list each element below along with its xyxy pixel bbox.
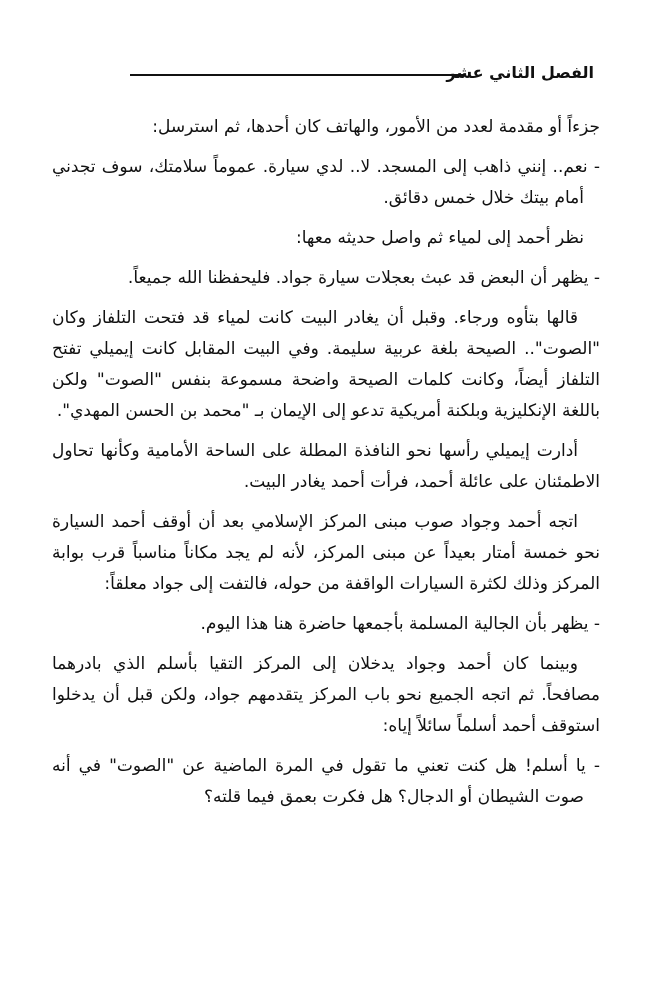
dialogue-line: - يظهر بأن الجالية المسلمة بأجمعها حاضرة هنا هذا اليوم.	[200, 614, 600, 634]
dialogue-line: - نعم.. إنني ذاهب إلى المسجد. لا.. لدي سيارة. عموماً سلامتك، سوف تجدني أمام بيتك خلال خمس دقائق.	[52, 157, 600, 208]
header-rule	[130, 74, 464, 76]
body-text	[52, 112, 600, 822]
paragraph: جزءاً أو مقدمة لعدد من الأمور، والهاتف كان أحدها، ثم استرسل:	[152, 117, 600, 137]
dialogue-line: - يا أسلم! هل كنت تعني ما تقول في المرة الماضية عن "الصوت" في أنه صوت الشيطان أو الدجال؟ هل فكرت بعمق فيما قلته؟	[52, 756, 600, 807]
paragraph: نظر أحمد إلى لمياء ثم واصل حديثه معها:	[296, 228, 584, 248]
paragraph: قالها بتأوه ورجاء. وقبل أن يغادر البيت كانت لمياء قد فتحت التلفاز وكان "الصوت".. الصيحة بلغة عربية سليمة. وفي البيت المقابل كانت إيميلي تفتح التلفاز أيضاً، وكانت كلمات الصيحة واضحة مسموعة بنفس "الصوت" ولكن باللغة الإنكليزية وبلكنة أمريكية تدعو إلى الإيمان بـ "محمد بن الحسن المهدي".	[52, 308, 600, 421]
paragraph: اتجه أحمد وجواد صوب مبنى المركز الإسلامي بعد أن أوقف أحمد السيارة نحو خمسة أمتار بعيداً عن مبنى المركز، لأنه لم يجد مكاناً مناسباً قرب بوابة المركز وذلك لكثرة السيارات الواقفة من حوله، فالتفت إلى جواد معلقاً:	[52, 512, 600, 594]
paragraph: وبينما كان أحمد وجواد يدخلان إلى المركز التقيا بأسلم الذي بادرهما مصافحاً. ثم اتجه الجميع نحو باب المركز يتقدمهم جواد، ولكن قبل أن يدخلوا استوقف أحمد أسلماً سائلاً إياه:	[52, 654, 600, 736]
chapter-title: الفصل الثاني عشر	[446, 63, 594, 82]
page-header	[40, 58, 594, 88]
dialogue-line: - يظهر أن البعض قد عبث بعجلات سيارة جواد. فليحفظنا الله جميعاً.	[127, 268, 600, 288]
paragraph: أدارت إيميلي رأسها نحو النافذة المطلة على الساحة الأمامية وكأنها تحاول الاطمئنان على عائلة أحمد، فرأت أحمد يغادر البيت.	[52, 441, 600, 492]
